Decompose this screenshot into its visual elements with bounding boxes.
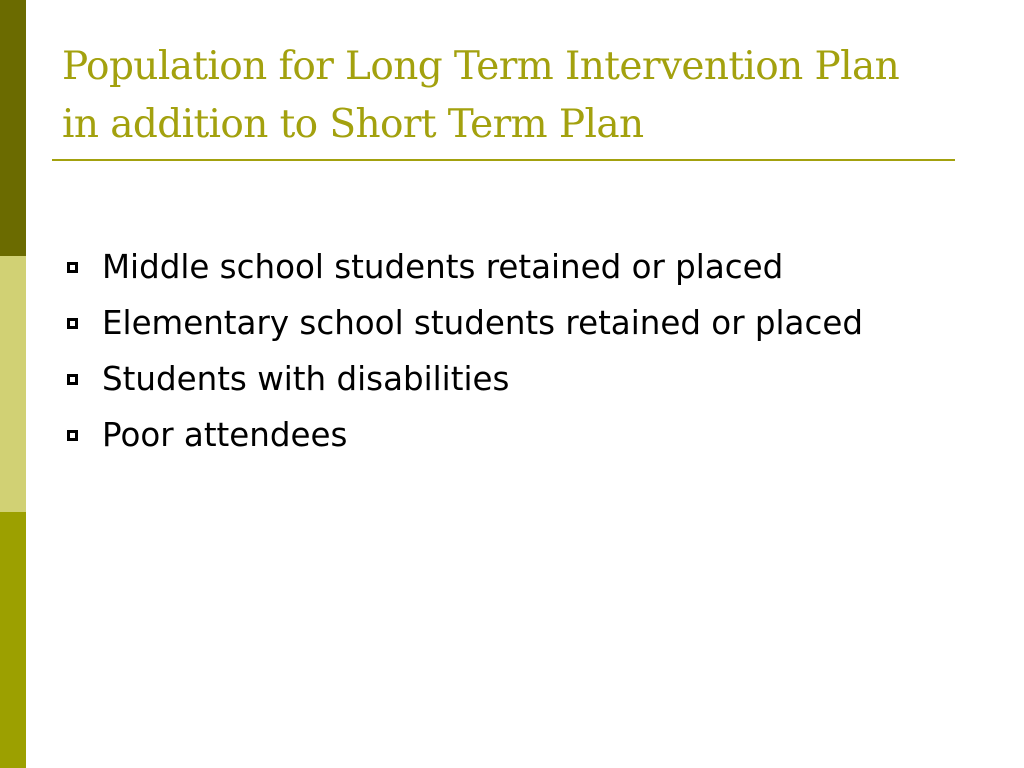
hollow-square-bullet-icon <box>67 430 78 441</box>
slide-title-line-2: in addition to Short Term Plan <box>62 102 644 147</box>
bullet-item-middle-school <box>64 244 964 291</box>
hollow-square-bullet-icon <box>67 262 78 273</box>
side-bar-bottom-segment <box>0 512 26 768</box>
side-bar-top-segment <box>0 0 26 256</box>
hollow-square-bullet-icon <box>67 374 78 385</box>
bullet-item-elementary-school <box>64 300 964 347</box>
title-underline <box>52 159 955 161</box>
bullet-item-disabilities <box>64 356 964 403</box>
slide-title <box>62 38 982 154</box>
bullet-item-label: Middle school students retained or placed <box>102 248 784 286</box>
bullet-item-label: Elementary school students retained or placed <box>102 304 863 342</box>
side-bar-middle-segment <box>0 256 26 512</box>
hollow-square-bullet-icon <box>67 318 78 329</box>
bullet-list <box>64 244 964 468</box>
bullet-item-label: Poor attendees <box>102 416 348 454</box>
bullet-item-poor-attendees <box>64 412 964 459</box>
slide-title-line-1: Population for Long Term Intervention Plan <box>62 44 900 89</box>
bullet-item-label: Students with disabilities <box>102 360 510 398</box>
